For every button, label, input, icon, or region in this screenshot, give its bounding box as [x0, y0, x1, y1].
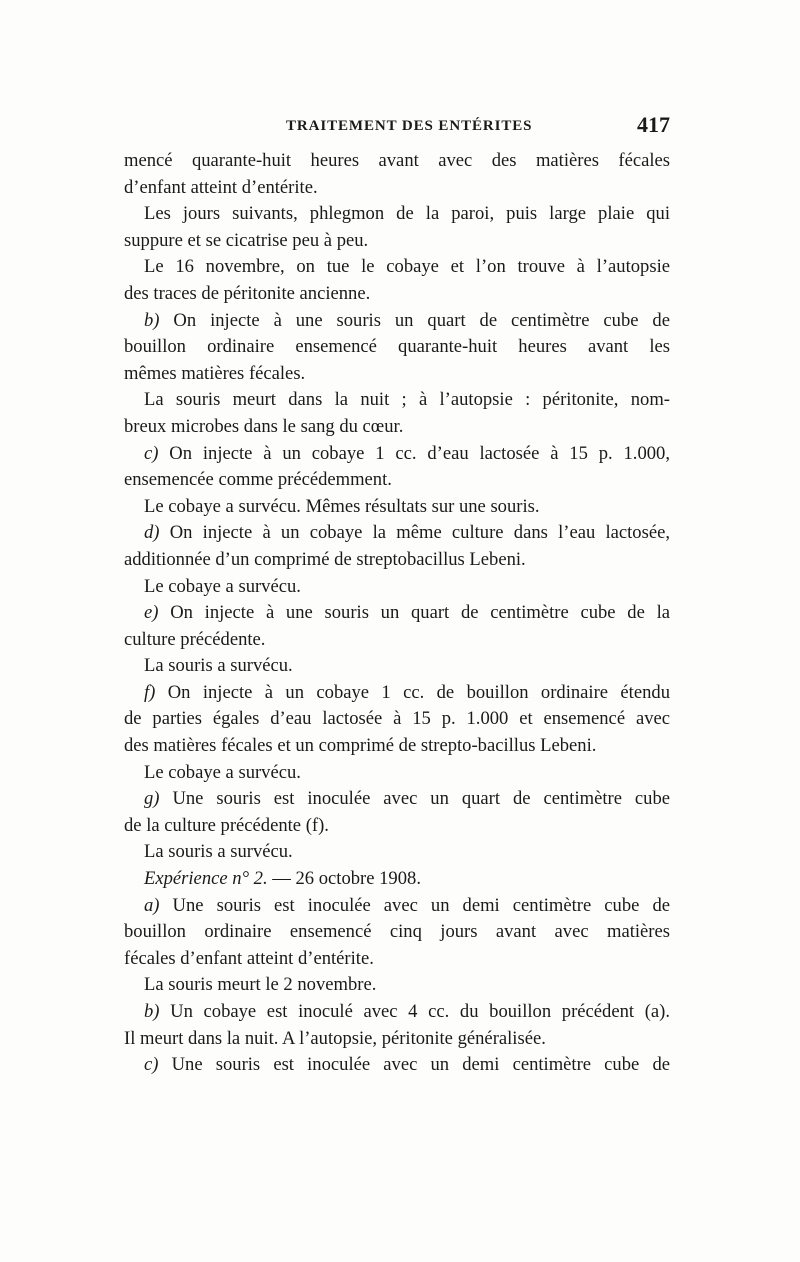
item-label: b)	[144, 1001, 160, 1022]
text-line	[124, 866, 670, 893]
line-text: La souris meurt dans la nuit ; à l’autopsie : péritonite, nom-	[144, 389, 670, 411]
text-line	[124, 627, 670, 654]
text-line	[124, 706, 670, 733]
line-text: additionnée d’un comprimé de streptobacillus Lebeni.	[124, 548, 526, 570]
item-label: g)	[144, 788, 160, 810]
text-line	[124, 361, 670, 388]
page-header	[124, 114, 670, 142]
body-text	[124, 148, 670, 1079]
text-line	[124, 733, 670, 760]
line-text: ensemencée comme précédemment.	[124, 469, 392, 491]
item-label: c)	[144, 1054, 159, 1076]
item-label: a)	[144, 894, 160, 916]
line-text: On injecte à une souris un quart de centimètre cube de	[159, 309, 670, 331]
line-text: suppure et se cicatrise peu à peu.	[124, 229, 369, 251]
line-text: des matières fécales et un comprimé de strepto-bacillus Lebeni.	[124, 735, 597, 757]
line-text: Le cobaye a survécu.	[144, 761, 301, 783]
line-text: On injecte à un cobaye 1 cc. de bouillon ordinaire étendu	[155, 681, 670, 703]
item-label: e)	[144, 602, 159, 624]
line-text: breux microbes dans le sang du cœur.	[124, 415, 404, 437]
text-line	[124, 228, 670, 255]
text-line	[124, 813, 670, 840]
item-label: f)	[144, 681, 156, 703]
line-text: bouillon ordinaire ensemencé cinq jours avant avec matières	[124, 921, 670, 943]
text-line	[124, 574, 670, 601]
line-text: bouillon ordinaire ensemencé quarante-huit heures avant les	[124, 336, 670, 358]
text-line	[124, 467, 670, 494]
line-text: culture précédente.	[124, 628, 266, 650]
text-line	[124, 254, 670, 281]
line-text: Le cobaye a survécu.	[144, 575, 301, 597]
text-line	[124, 441, 670, 468]
text-line	[124, 201, 670, 228]
text-line	[124, 1026, 670, 1053]
line-text: — 26 octobre 1908.	[267, 868, 421, 890]
text-line	[124, 839, 670, 866]
text-line	[124, 281, 670, 308]
text-line	[124, 600, 670, 627]
line-text: mencé quarante-huit heures avant avec des matières fécales	[124, 150, 670, 171]
line-text: On injecte à un cobaye 1 cc. d’eau lactosée à 15 p. 1.000,	[158, 442, 670, 464]
line-text: fécales d’enfant atteint d’entérite.	[124, 947, 374, 969]
line-text: La souris a survécu.	[144, 841, 293, 863]
text-line	[124, 999, 670, 1026]
text-line	[124, 175, 670, 202]
line-text: des traces de péritonite ancienne.	[124, 282, 371, 304]
line-text: Le cobaye a survécu. Mêmes résultats sur une souris.	[144, 495, 540, 517]
text-line	[124, 387, 670, 414]
line-text: de la culture précédente (f).	[124, 814, 329, 836]
text-line	[124, 148, 670, 175]
line-text: On injecte à une souris un quart de centimètre cube de la	[158, 602, 670, 624]
text-line	[124, 760, 670, 787]
text-line	[124, 414, 670, 441]
text-line	[124, 308, 670, 335]
line-text: Le 16 novembre, on tue le cobaye et l’on trouve à l’autopsie	[144, 256, 670, 278]
text-line	[124, 547, 670, 574]
text-line	[124, 946, 670, 973]
item-label: b)	[144, 309, 160, 331]
text-line	[124, 919, 670, 946]
running-head: TRAITEMENT DES ENTÉRITES	[286, 118, 533, 134]
page-number: 417	[637, 112, 670, 137]
line-text: Une souris est inoculée avec un demi centimètre cube de	[159, 894, 670, 916]
item-label: Expérience n° 2.	[144, 868, 268, 890]
line-text: La souris a survécu.	[144, 655, 293, 677]
line-text: Les jours suivants, phlegmon de la paroi, puis large plaie qui	[144, 203, 670, 225]
text-line	[124, 972, 670, 999]
text-line	[124, 893, 670, 920]
text-line	[124, 494, 670, 521]
line-text: La souris meurt le 2 novembre.	[144, 974, 377, 996]
line-text: mêmes matières fécales.	[124, 362, 306, 384]
text-line	[124, 1052, 670, 1079]
line-text: d’enfant atteint d’entérite.	[124, 176, 318, 198]
text-line	[124, 334, 670, 361]
line-text: On injecte à un cobaye la même culture dans l’eau lactosée,	[159, 522, 670, 544]
line-text: Une souris est inoculée avec un demi centimètre cube de	[158, 1054, 670, 1076]
line-text: Il meurt dans la nuit. A l’autopsie, péritonite généralisée.	[124, 1027, 546, 1049]
line-text: Une souris est inoculée avec un quart de centimètre cube	[159, 788, 670, 810]
text-line	[124, 786, 670, 813]
line-text: Un cobaye est inoculé avec 4 cc. du bouillon précédent (a).	[159, 1001, 670, 1022]
text-line	[124, 653, 670, 680]
item-label: d)	[144, 522, 160, 544]
text-line	[124, 680, 670, 707]
item-label: c)	[144, 442, 159, 464]
line-text: de parties égales d’eau lactosée à 15 p. 1.000 et ensemencé avec	[124, 708, 670, 730]
text-line	[124, 520, 670, 547]
